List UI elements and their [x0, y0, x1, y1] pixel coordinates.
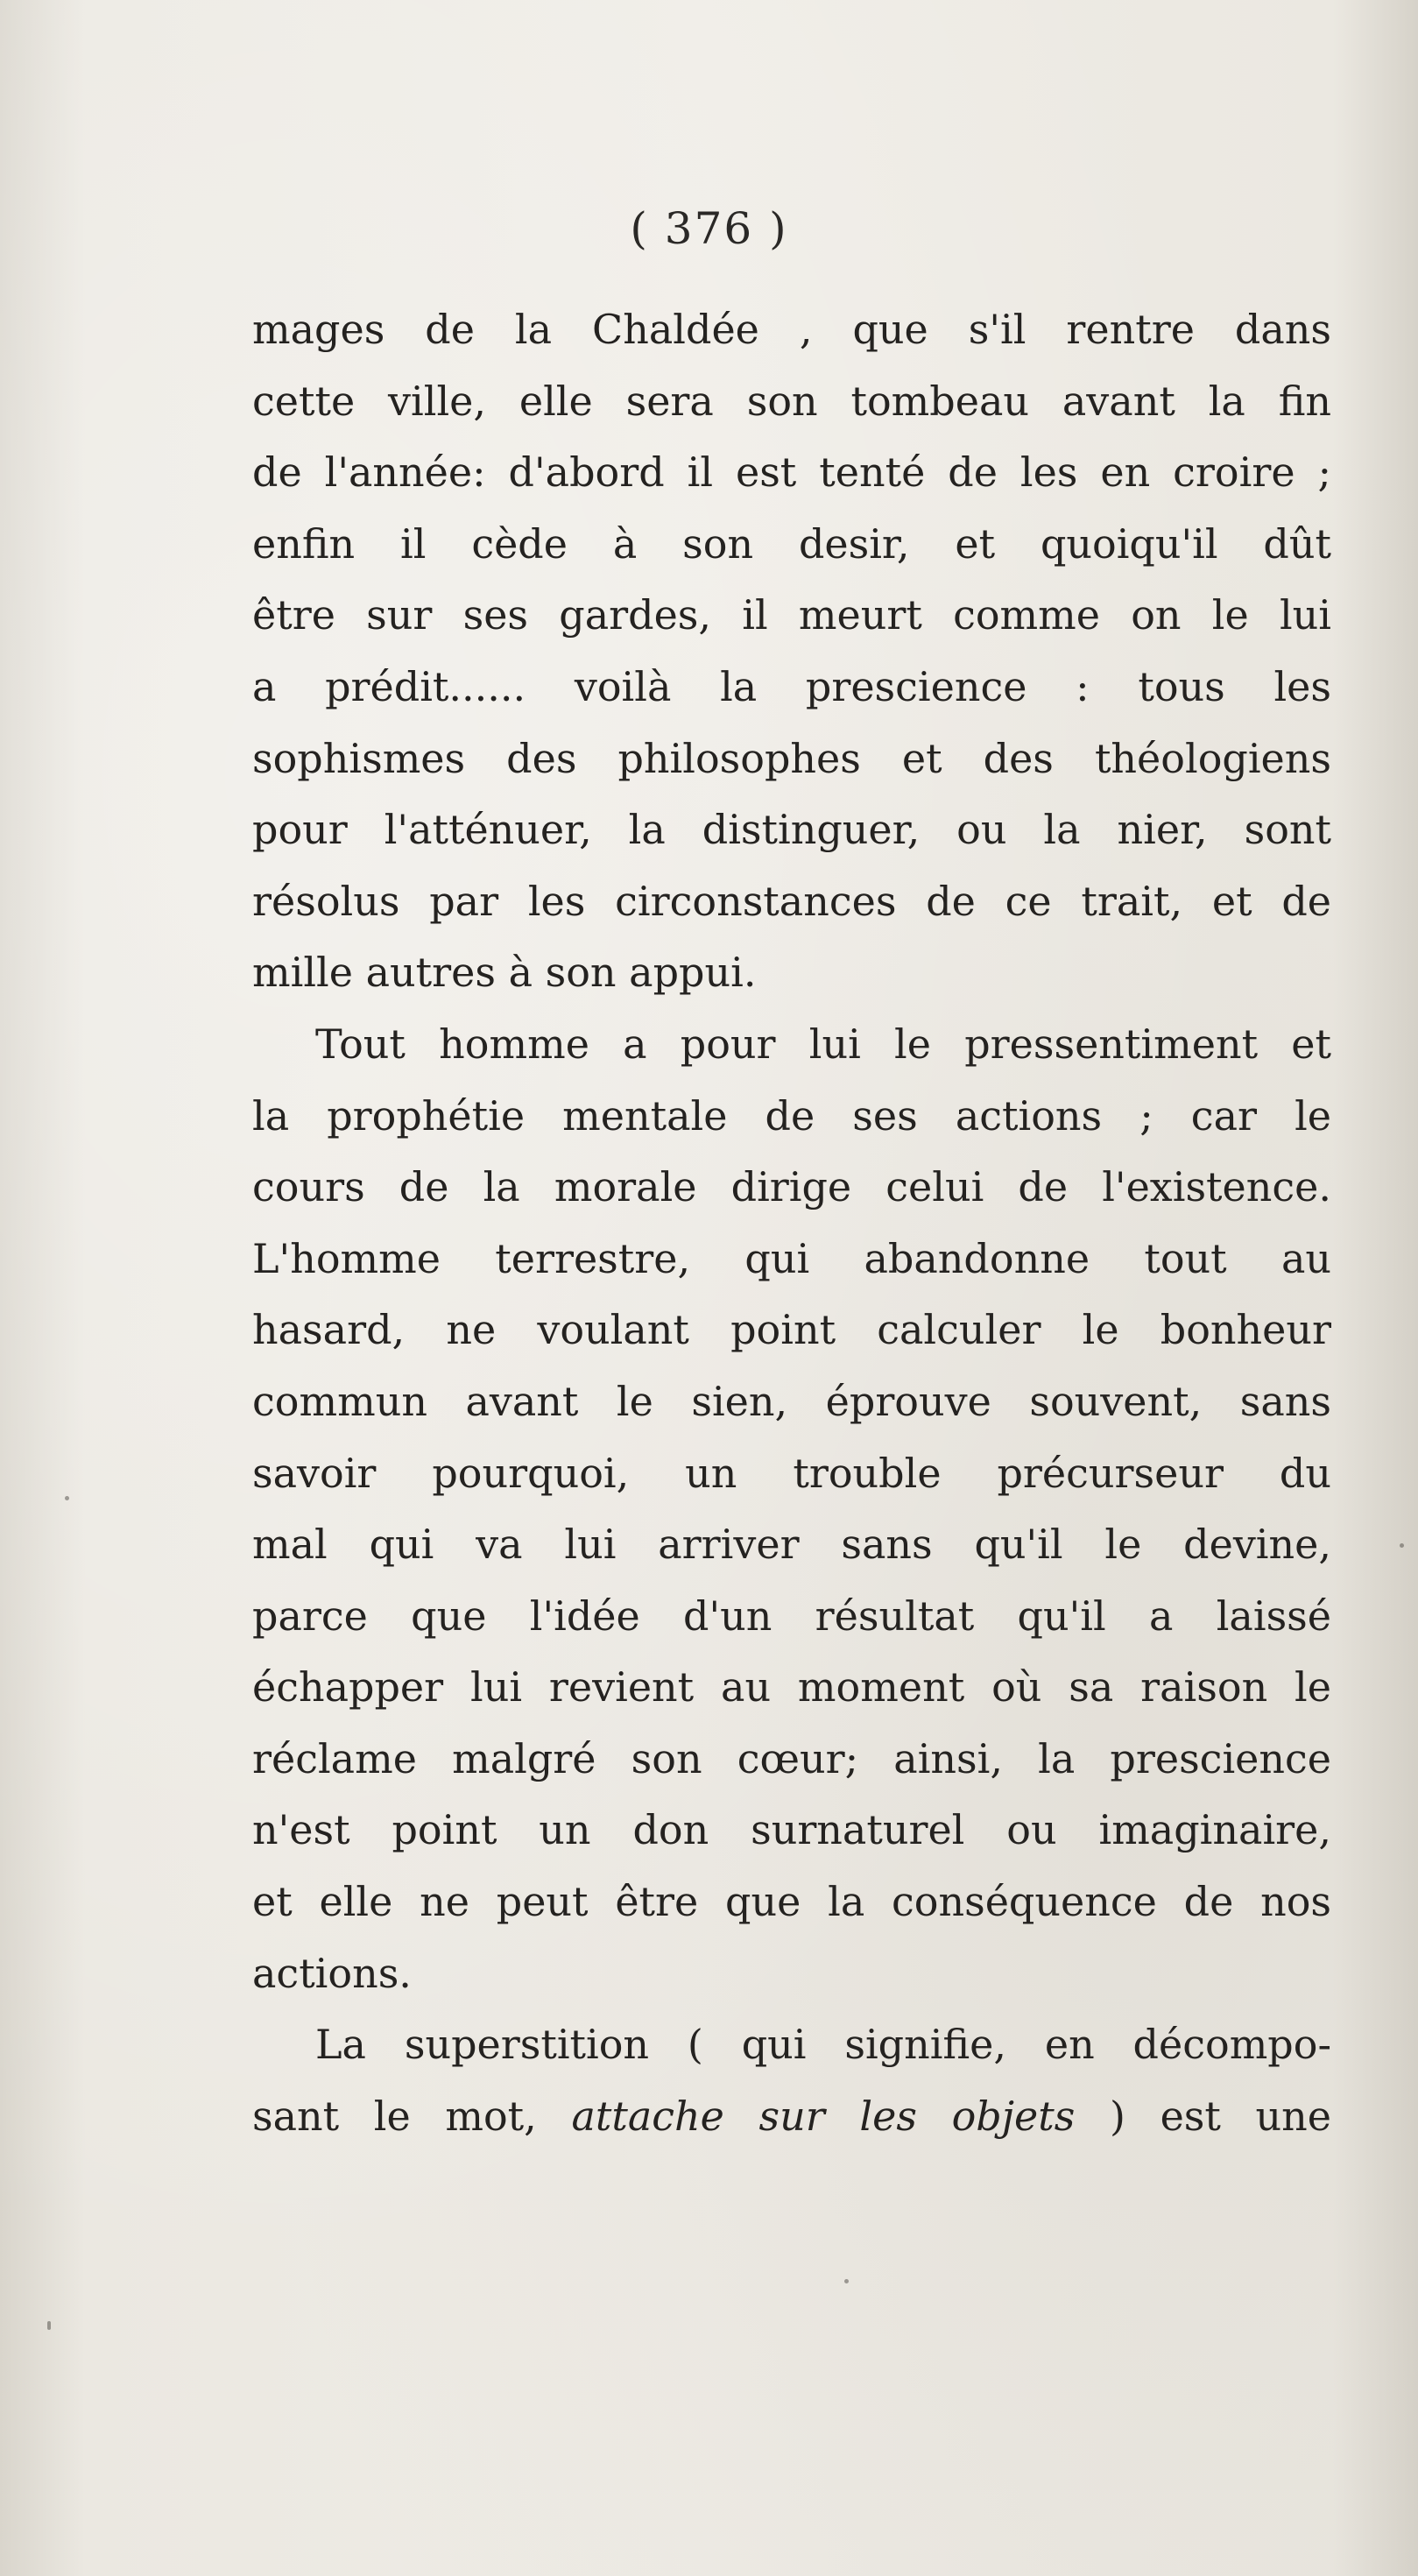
text-line: enfin il cède à son desir, et quoiqu'il dût: [252, 519, 1331, 568]
text-line: être sur ses gardes, il meurt comme on le lui: [252, 591, 1331, 639]
text-line: mal qui va lui arriver sans qu'il le devine,: [252, 1521, 1331, 1569]
text-line: commun avant le sien, éprouve souvent, sans: [252, 1377, 1331, 1425]
text-line: échapper lui revient au moment où sa raison le: [252, 1663, 1331, 1711]
text-line: a prédit...... voilà la prescience : tous les: [252, 662, 1331, 710]
body-text: [252, 294, 1331, 2152]
paragraph-start-line: Tout homme a pour lui le pressentiment et: [315, 1020, 1331, 1068]
text-line: résolus par les circonstances de ce trait, et de: [252, 877, 1331, 925]
text-line: la prophétie mentale de ses actions ; car le: [252, 1091, 1331, 1140]
paper-speck: [47, 2321, 51, 2330]
text-line: hasard, ne voulant point calculer le bonheur: [252, 1306, 1331, 1354]
text-line: parce que l'idée d'un résultat qu'il a laissé: [252, 1591, 1331, 1640]
paper-speck: [65, 1496, 69, 1500]
text-segment: sant le mot,: [252, 2092, 537, 2140]
text-line: mille autres à son appui.: [252, 949, 757, 997]
text-line: cette ville, elle sera son tombeau avant la fin: [252, 377, 1331, 425]
italic-phrase: attache sur les objets: [571, 2092, 1076, 2140]
text-line: L'homme terrestre, qui abandonne tout au: [252, 1234, 1331, 1282]
text-line-mixed: [252, 2081, 1331, 2153]
text-segment: ) est une: [1109, 2092, 1332, 2140]
text-line: n'est point un don surnaturel ou imaginaire,: [252, 1806, 1331, 1854]
paper-speck: [844, 2279, 849, 2283]
page-number: ( 376 ): [630, 203, 788, 254]
text-line: cours de la morale dirige celui de l'existence.: [252, 1163, 1331, 1211]
paper-speck: [1400, 1543, 1404, 1548]
text-line: pour l'atténuer, la distinguer, ou la nier, sont: [252, 806, 1331, 854]
paragraph-start-line: La superstition ( qui signifie, en décompo-: [315, 2021, 1331, 2069]
text-line: actions.: [252, 1949, 412, 1997]
text-line: sophismes des philosophes et des théologiens: [252, 734, 1331, 782]
text-line: et elle ne peut être que la conséquence de nos: [252, 1878, 1331, 1926]
text-line: de l'année: d'abord il est tenté de les en croire ;: [252, 448, 1331, 497]
text-line: mages de la Chaldée , que s'il rentre dans: [252, 306, 1331, 353]
text-line: réclame malgré son cœur; ainsi, la prescience: [252, 1734, 1331, 1782]
text-line: savoir pourquoi, un trouble précurseur du: [252, 1449, 1331, 1497]
